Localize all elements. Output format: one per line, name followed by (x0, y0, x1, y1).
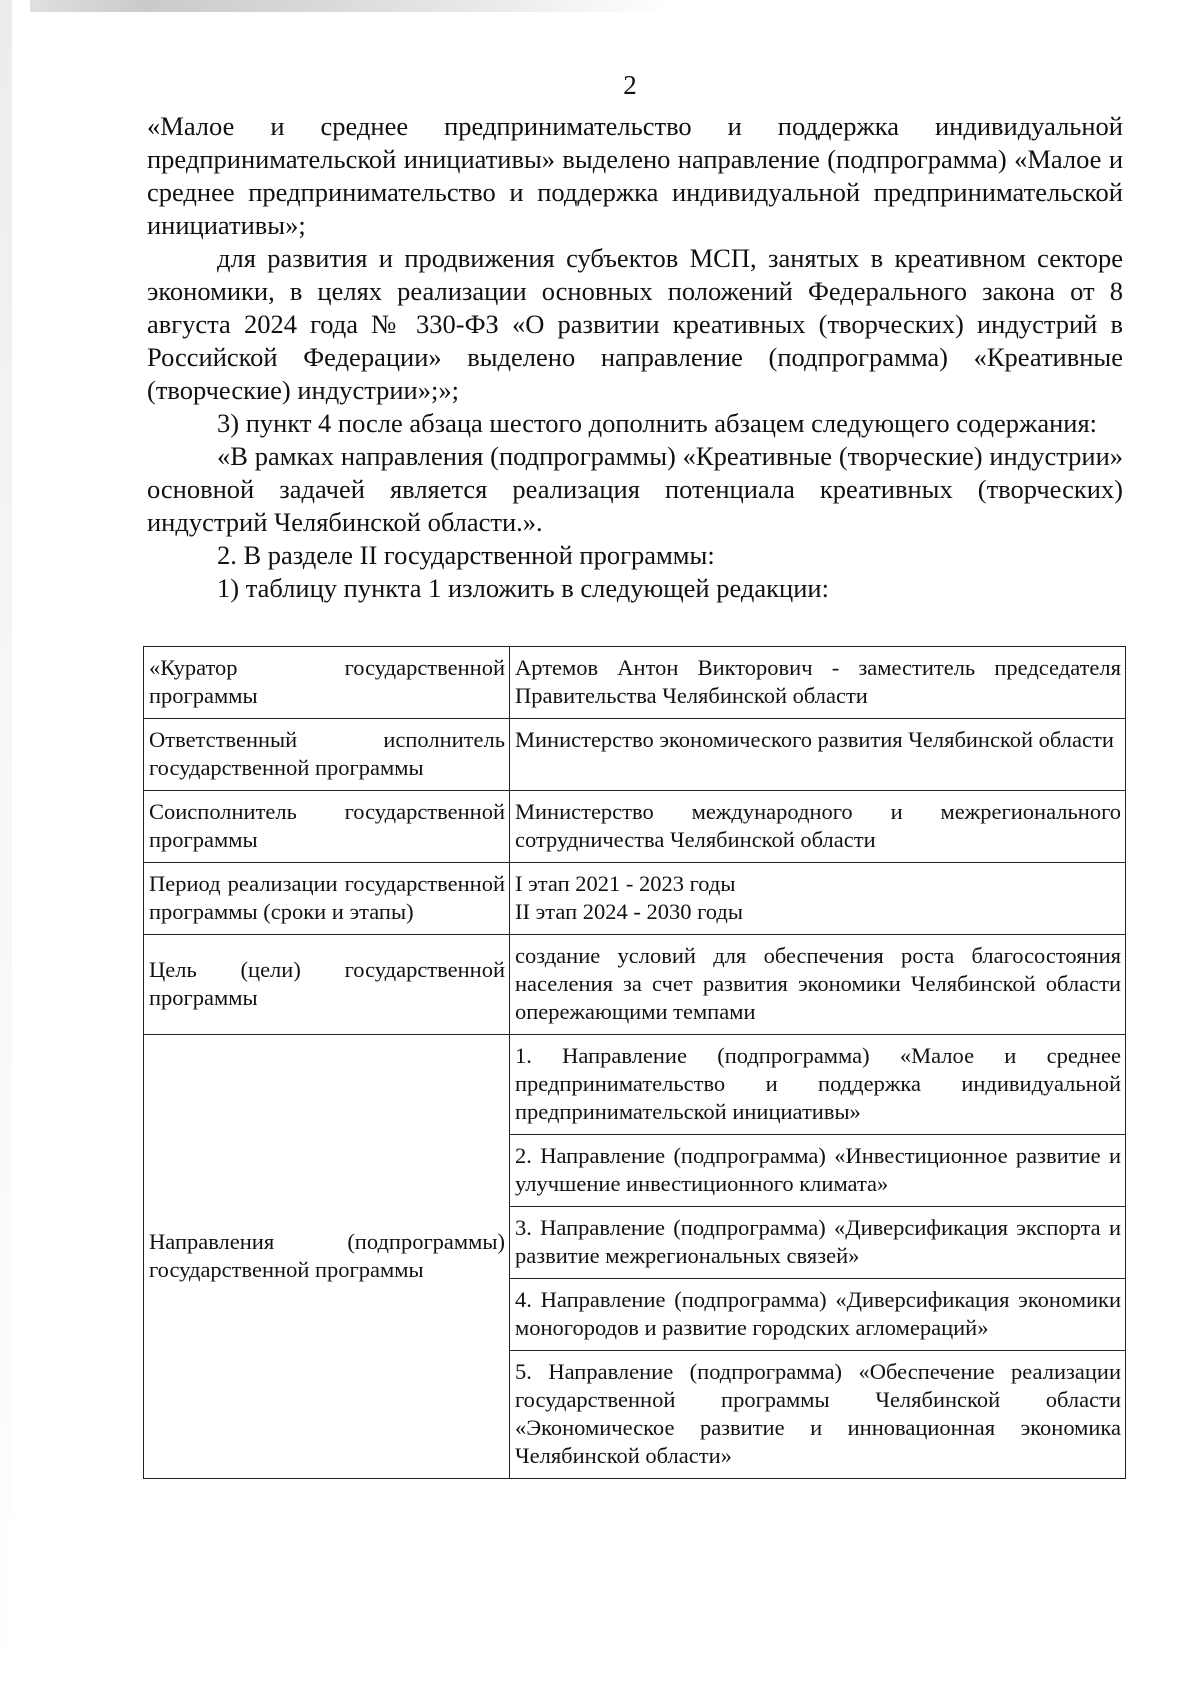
scan-edge-left (0, 0, 12, 1698)
direction-item: 3. Направление (подпрограмма) «Диверсификация экспорта и развитие межрегиональных связей» (510, 1207, 1126, 1279)
row-label: Соисполнитель государственной программы (144, 791, 510, 863)
document-body (147, 110, 1123, 605)
direction-item: 2. Направление (подпрограмма) «Инвестиционное развитие и улучшение инвестиционного климата» (510, 1135, 1126, 1207)
row-label: Период реализации государственной программы (сроки и этапы) (144, 863, 510, 935)
direction-item: 4. Направление (подпрограмма) «Диверсификация экономики моногородов и развитие городских агломераций» (510, 1279, 1126, 1351)
row-label: «Куратор государственной программы (144, 647, 510, 719)
paragraph: для развития и продвижения субъектов МСП, занятых в креативном секторе экономики, в целях реализации основных положений Федерального закона от 8 августа 2024 года № 330-ФЗ «О развитии креативных (творческих) индустрий в Российской Федерации» выделено направление (подпрограмма) «Креативные (творческие) индустрии»;»; (147, 243, 1123, 405)
direction-item: 5. Направление (подпрограмма) «Обеспечение реализации государственной программы Челябинской области «Экономическое развитие и инновационная экономика Челябинской области» (510, 1351, 1126, 1479)
program-passport-table (143, 646, 1126, 1479)
table-row (144, 719, 1126, 791)
row-value (510, 863, 1126, 935)
directions-label: Направления (подпрограммы) государственной программы (144, 1035, 510, 1479)
scan-edge-top (30, 0, 670, 12)
row-value: Министерство экономического развития Челябинской области (510, 719, 1126, 791)
page-number: 2 (623, 70, 637, 100)
table-row (144, 791, 1126, 863)
paragraph: 2. В разделе II государственной программы: (217, 540, 715, 570)
paragraph: «Малое и среднее предпринимательство и поддержка индивидуальной предпринимательской инициативы» выделено направление (подпрограмма) «Малое и среднее предпринимательство и поддержка индивидуальной предпринимательской инициативы»; (147, 111, 1123, 240)
row-label: Цель (цели) государственной программы (144, 935, 510, 1035)
stage-line: II этап 2024 - 2030 годы (515, 899, 743, 924)
stage-line: I этап 2021 - 2023 годы (515, 871, 736, 896)
row-value: Министерство международного и межрегионального сотрудничества Челябинской области (510, 791, 1126, 863)
row-value: Артемов Антон Викторович - заместитель председателя Правительства Челябинской области (510, 647, 1126, 719)
row-value: создание условий для обеспечения роста благосостояния населения за счет развития экономики Челябинской области опережающими темпами (510, 935, 1126, 1035)
direction-item: 1. Направление (подпрограмма) «Малое и среднее предпринимательство и поддержка индивидуальной предпринимательской инициативы» (510, 1035, 1126, 1135)
table-row (144, 1035, 1126, 1135)
table-row (144, 935, 1126, 1035)
table-row (144, 863, 1126, 935)
paragraph: 1) таблицу пункта 1 изложить в следующей редакции: (217, 573, 829, 603)
table-row (144, 647, 1126, 719)
paragraph: «В рамках направления (подпрограммы) «Креативные (творческие) индустрии» основной задачей является реализация потенциала креативных (творческих) индустрий Челябинской области.». (147, 441, 1123, 537)
paragraph: 3) пункт 4 после абзаца шестого дополнить абзацем следующего содержания: (217, 408, 1097, 438)
row-label: Ответственный исполнитель государственной программы (144, 719, 510, 791)
